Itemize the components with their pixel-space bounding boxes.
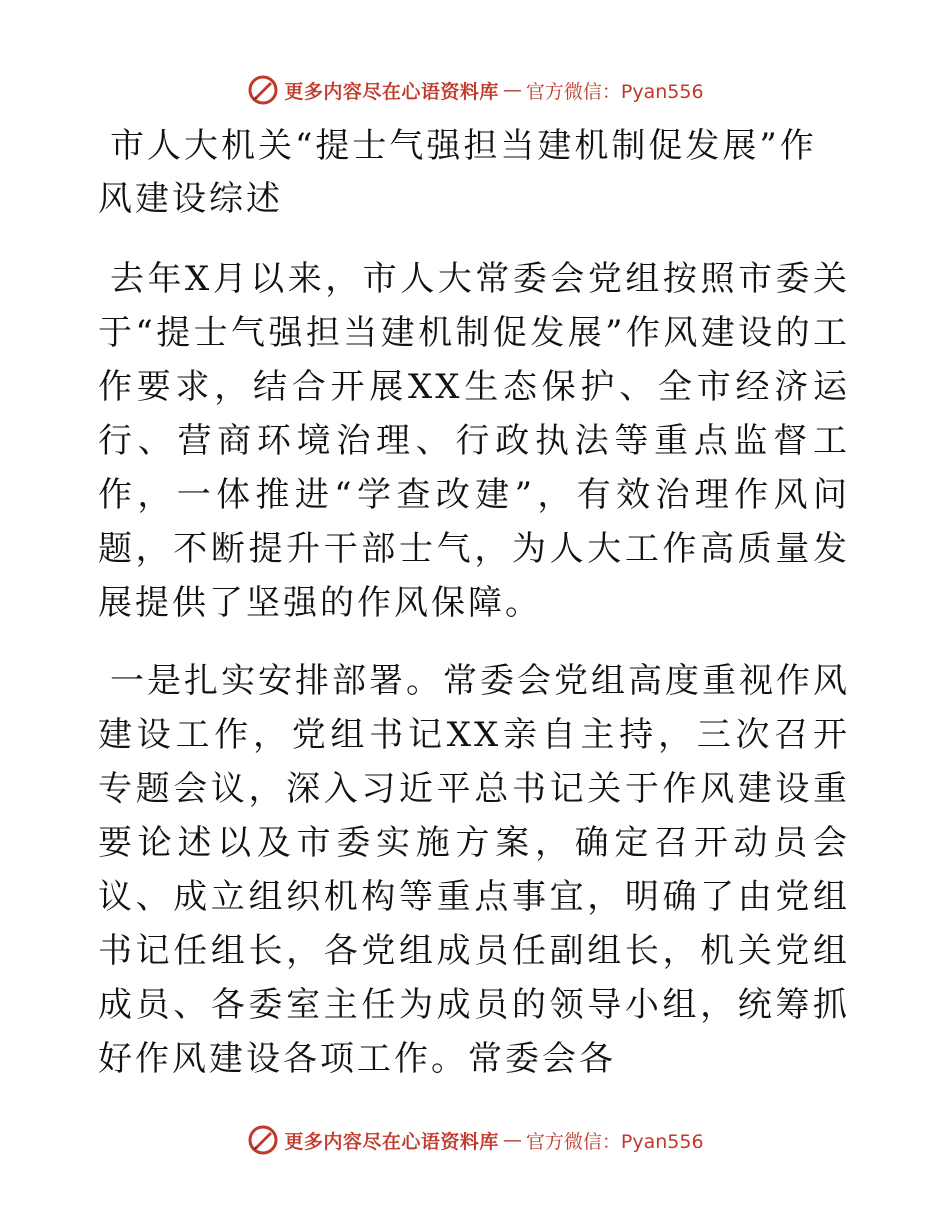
header-contact: 官方微信：Pyan556 bbox=[525, 80, 704, 103]
paragraph-intro: 去年X月以来，市人大常委会党组按照市委关于“提士气强担当建机制促发展”作风建设的工作要求，结合开展XX生态保护、全市经济运行、营商环境治理、行政执法等重点监督工作，一体推进“学查改建”，有效治理作风问题，不断提升干部士气，为人大工作高质量发展提供了坚强的作风保障。 bbox=[98, 259, 850, 623]
footer-separator: — bbox=[502, 1129, 522, 1151]
footer-contact: 官方微信：Pyan556 bbox=[525, 1130, 704, 1153]
header-watermark-banner bbox=[0, 70, 950, 110]
quill-logo-icon bbox=[246, 73, 280, 107]
quill-logo-icon bbox=[246, 1123, 280, 1157]
document-body bbox=[98, 120, 850, 1086]
document-title: 市人大机关“提士气强担当建机制促发展”作风建设综述 bbox=[98, 126, 817, 219]
header-site-text: 更多内容尽在心语资料库 bbox=[284, 80, 499, 103]
header-separator: — bbox=[502, 79, 522, 101]
paragraph-deployment: 一是扎实安排部署。常委会党组高度重视作风建设工作，党组书记XX亲自主持，三次召开专题会议，深入习近平总书记关于作风建设重要论述以及市委实施方案，确定召开动员会议、成立组织机构等重点事宜，明确了由党组书记任组长，各党组成员任副组长，机关党组成员、各委室主任为成员的领导小组，统筹抓好作风建设各项工作。常委会各 bbox=[98, 661, 850, 1079]
footer-watermark-banner bbox=[0, 1120, 950, 1160]
footer-site-text: 更多内容尽在心语资料库 bbox=[284, 1130, 499, 1153]
